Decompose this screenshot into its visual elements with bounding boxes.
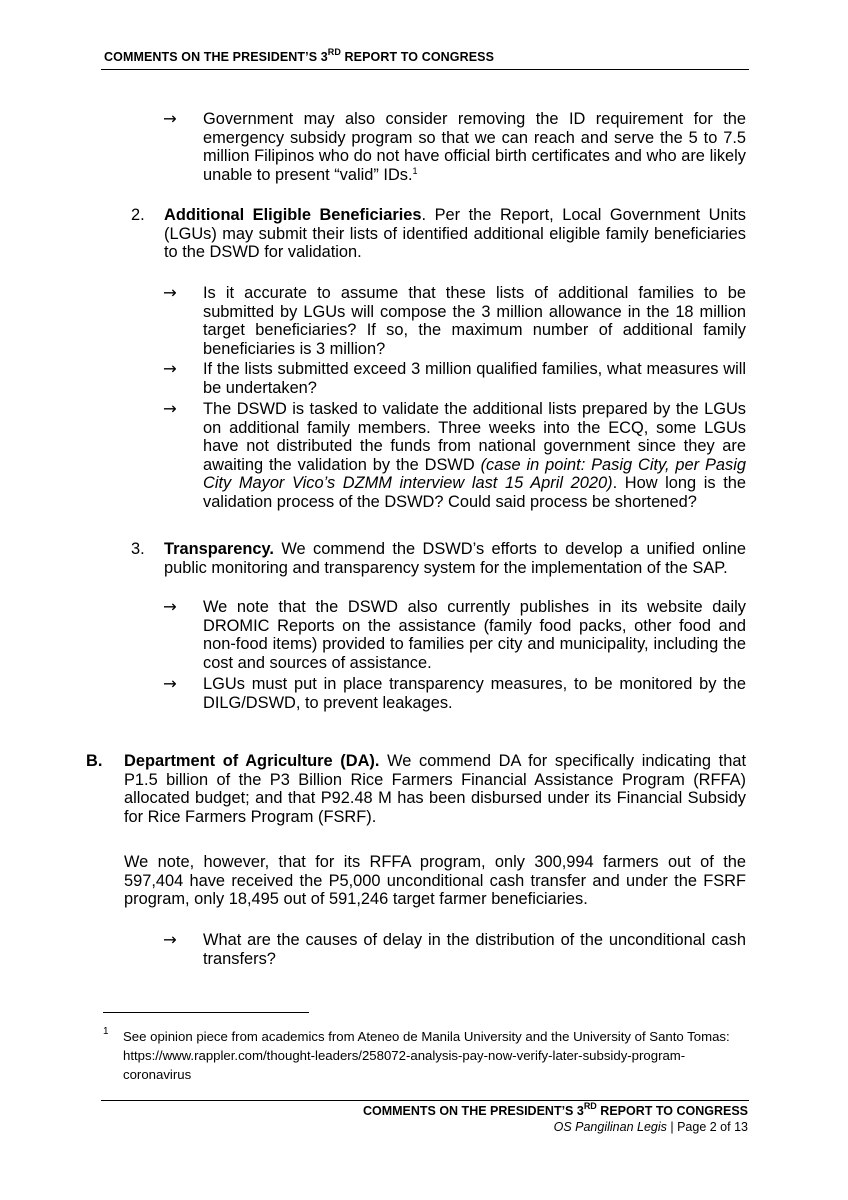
item-3-text: We commend the DSWD’s efforts to develop a unified online public monitoring and transparency system for the implementation of the SAP. bbox=[164, 540, 746, 577]
item-3-paragraph bbox=[164, 540, 746, 577]
item-2-paragraph bbox=[164, 206, 746, 262]
footer-title-suffix: REPORT TO CONGRESS bbox=[596, 1104, 748, 1118]
section-b-letter: B. bbox=[86, 752, 103, 770]
page-number: Page 2 of 13 bbox=[677, 1120, 748, 1134]
bullet-3-text: The DSWD is tasked to validate the additional lists prepared by the LGUs on additional family members. Three weeks into the ECQ, some LGUs have not distributed the funds from national government since they are awaiting the validation by the DSWD bbox=[203, 400, 746, 474]
section-b-paragraph bbox=[124, 752, 746, 826]
header-title-suffix: REPORT TO CONGRESS bbox=[340, 50, 495, 64]
bullet-3-case-note: (case in point: Pasig City, per Pasig City Mayor Vico’s DZMM interview last 15 April 2020) bbox=[203, 455, 746, 493]
footer-title bbox=[362, 1101, 748, 1118]
item-2-heading: Additional Eligible Beneficiaries bbox=[164, 206, 422, 224]
footer-divider bbox=[101, 1100, 749, 1101]
item-2-number: 2. bbox=[131, 206, 145, 224]
footer-author: OS Pangilinan Legis bbox=[553, 1120, 667, 1134]
footer-separator: | bbox=[666, 1120, 678, 1134]
item-3-bullet-1: We note that the DSWD also currently publishes in its website daily DROMIC Reports on the assistance (family food packs, other food and non-food items) provided to families per city and municipality, including the cost and sources of assistance. bbox=[203, 598, 746, 672]
page-header bbox=[104, 47, 749, 64]
header-title-prefix: COMMENTS ON THE PRESIDENT’S 3 bbox=[104, 50, 328, 64]
item-2-bullet-3 bbox=[203, 400, 746, 512]
section-b-paragraph-2: We note, however, that for its RFFA program, only 300,994 farmers out of the 597,404 have received the P5,000 unconditional cash transfer and under the FSRF program, only 18,495 out of 591,246 target farmer beneficiaries. bbox=[124, 853, 746, 909]
footnote-divider bbox=[103, 1012, 309, 1013]
arrow-bullet-icon: → bbox=[163, 597, 177, 616]
footnote-text: See opinion piece from academics from Ateneo de Manila University and the University of Santo Tomas: https://www.rappler.com/thought-leaders/258072-analysis-pay-now-verify-later-subsidy-program-coronavirus bbox=[123, 1029, 730, 1082]
arrow-bullet-icon: → bbox=[163, 930, 177, 949]
arrow-bullet-icon: → bbox=[163, 359, 177, 378]
bullet-id-requirement bbox=[203, 110, 746, 184]
item-3-bullet-2: LGUs must put in place transparency measures, to be monitored by the DILG/DSWD, to prevent leakages. bbox=[203, 675, 746, 712]
bullet-3-question: . How long is the validation process of the DSWD? Could said process be shortened? bbox=[203, 474, 747, 511]
item-3-heading: Transparency. bbox=[164, 540, 274, 558]
header-divider bbox=[101, 69, 749, 70]
section-b-text: We commend DA for specifically indicating that P1.5 billion of the P3 Billion Rice Farmers Financial Assistance Program (RFFA) allocated budget; and that P92.48 M has been disbursed under its Financial Subsidy for Rice Farmers Program (FSRF). bbox=[124, 752, 747, 826]
arrow-bullet-icon: → bbox=[163, 283, 177, 302]
footnote-reference[interactable]: 1 bbox=[412, 165, 418, 176]
arrow-bullet-icon: → bbox=[163, 674, 177, 693]
footer-title-superscript: RD bbox=[583, 1101, 597, 1111]
header-title-superscript: RD bbox=[327, 47, 341, 57]
item-2-bullet-2: If the lists submitted exceed 3 million qualified families, what measures will be undertaken? bbox=[203, 360, 746, 397]
footer-page-info bbox=[554, 1120, 748, 1134]
footer-title-prefix: COMMENTS ON THE PRESIDENT’S 3 bbox=[362, 1104, 584, 1118]
arrow-bullet-icon: → bbox=[163, 399, 177, 418]
section-b-heading: Department of Agriculture (DA). bbox=[124, 752, 380, 770]
footnote-mark: 1 bbox=[103, 1026, 109, 1037]
section-b-bullet-1: What are the causes of delay in the distribution of the unconditional cash transfers? bbox=[203, 931, 746, 968]
item-2-text: . Per the Report, Local Government Units (LGUs) may submit their lists of identified additional eligible family beneficiaries to the DSWD for validation. bbox=[164, 206, 746, 262]
bullet-text: Government may also consider removing the ID requirement for the emergency subsidy program so that we can reach and serve the 5 to 7.5 million Filipinos who do not have official birth certificates and who are likely unable to present “valid” IDs. bbox=[203, 110, 746, 184]
item-3-number: 3. bbox=[131, 540, 145, 558]
item-2-bullet-1: Is it accurate to assume that these lists of additional families to be submitted by LGUs will compose the 3 million allowance in the 18 million target beneficiaries? If so, the maximum number of additional family beneficiaries is 3 million? bbox=[203, 284, 746, 358]
arrow-bullet-icon: → bbox=[163, 109, 177, 128]
